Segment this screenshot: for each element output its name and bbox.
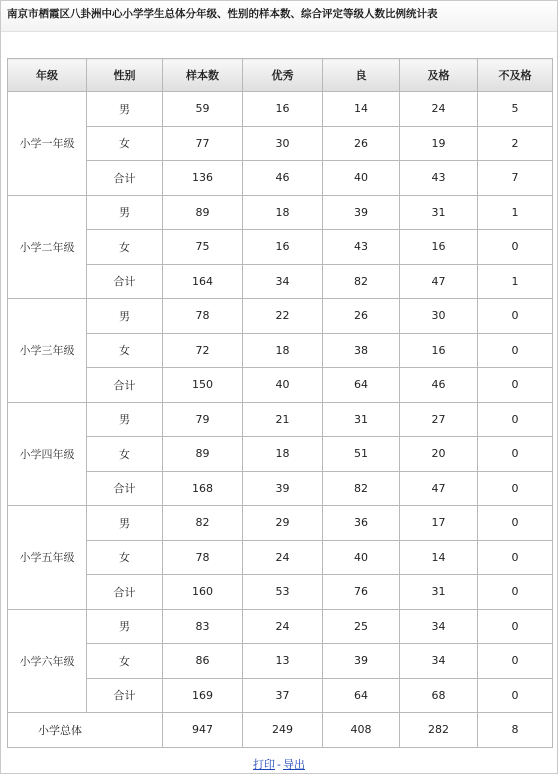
fail-cell: 0 [478, 437, 553, 472]
footer-actions [7, 756, 551, 772]
pass-cell: 34 [400, 644, 478, 679]
sample-count-cell: 168 [163, 471, 243, 506]
excellent-cell: 16 [243, 230, 323, 265]
sample-count-cell: 82 [163, 506, 243, 541]
good-cell: 51 [323, 437, 400, 472]
sample-count-cell: 169 [163, 678, 243, 713]
table-row [8, 540, 553, 575]
fail-cell: 0 [478, 678, 553, 713]
print-link[interactable]: 打印 [253, 757, 275, 771]
fail-cell: 0 [478, 609, 553, 644]
good-cell: 38 [323, 333, 400, 368]
good-cell: 14 [323, 92, 400, 127]
gender-cell: 女 [87, 333, 163, 368]
excellent-cell: 53 [243, 575, 323, 610]
pass-cell: 47 [400, 471, 478, 506]
pass-cell: 47 [400, 264, 478, 299]
total-row [8, 713, 553, 748]
sample-count-cell: 79 [163, 402, 243, 437]
pass-cell: 19 [400, 126, 478, 161]
pass-cell: 30 [400, 299, 478, 334]
gender-cell: 合计 [87, 161, 163, 196]
sample-count-cell: 75 [163, 230, 243, 265]
fail-cell: 1 [478, 264, 553, 299]
gender-cell: 男 [87, 299, 163, 334]
fail-cell: 7 [478, 161, 553, 196]
table-row [8, 264, 553, 299]
gender-cell: 女 [87, 437, 163, 472]
header-sample-count: 样本数 [163, 59, 243, 92]
pass-cell: 27 [400, 402, 478, 437]
good-cell: 82 [323, 471, 400, 506]
table-row [8, 437, 553, 472]
table-row [8, 126, 553, 161]
total-excellent-cell: 249 [243, 713, 323, 748]
total-label-cell: 小学总体 [8, 713, 163, 748]
table-container [1, 32, 557, 772]
fail-cell: 1 [478, 195, 553, 230]
table-row [8, 195, 553, 230]
sample-count-cell: 72 [163, 333, 243, 368]
excellent-cell: 24 [243, 609, 323, 644]
table-body [8, 92, 553, 748]
gender-cell: 男 [87, 506, 163, 541]
fail-cell: 2 [478, 126, 553, 161]
header-fail: 不及格 [478, 59, 553, 92]
good-cell: 64 [323, 678, 400, 713]
fail-cell: 0 [478, 540, 553, 575]
grade-cell: 小学六年级 [8, 609, 87, 713]
gender-cell: 男 [87, 402, 163, 437]
excellent-cell: 22 [243, 299, 323, 334]
gender-cell: 男 [87, 92, 163, 127]
gender-cell: 男 [87, 195, 163, 230]
good-cell: 82 [323, 264, 400, 299]
sample-count-cell: 89 [163, 437, 243, 472]
excellent-cell: 46 [243, 161, 323, 196]
sample-count-cell: 86 [163, 644, 243, 679]
good-cell: 39 [323, 644, 400, 679]
table-row [8, 230, 553, 265]
gender-cell: 合计 [87, 678, 163, 713]
sample-count-cell: 160 [163, 575, 243, 610]
pass-cell: 16 [400, 333, 478, 368]
excellent-cell: 24 [243, 540, 323, 575]
good-cell: 64 [323, 368, 400, 403]
gender-cell: 合计 [87, 575, 163, 610]
sample-count-cell: 136 [163, 161, 243, 196]
grade-cell: 小学三年级 [8, 299, 87, 403]
fail-cell: 0 [478, 644, 553, 679]
grade-cell: 小学一年级 [8, 92, 87, 196]
gender-cell: 合计 [87, 471, 163, 506]
pass-cell: 24 [400, 92, 478, 127]
fail-cell: 0 [478, 333, 553, 368]
gender-cell: 女 [87, 230, 163, 265]
gender-cell: 合计 [87, 264, 163, 299]
gender-cell: 合计 [87, 368, 163, 403]
pass-cell: 17 [400, 506, 478, 541]
excellent-cell: 40 [243, 368, 323, 403]
excellent-cell: 37 [243, 678, 323, 713]
gender-cell: 女 [87, 540, 163, 575]
pass-cell: 46 [400, 368, 478, 403]
table-row [8, 609, 553, 644]
header-good: 良 [323, 59, 400, 92]
good-cell: 43 [323, 230, 400, 265]
header-gender: 性别 [87, 59, 163, 92]
table-row [8, 678, 553, 713]
sample-count-cell: 77 [163, 126, 243, 161]
good-cell: 36 [323, 506, 400, 541]
gender-cell: 男 [87, 609, 163, 644]
sample-count-cell: 83 [163, 609, 243, 644]
statistics-table [7, 58, 553, 748]
pass-cell: 68 [400, 678, 478, 713]
good-cell: 25 [323, 609, 400, 644]
excellent-cell: 13 [243, 644, 323, 679]
table-row [8, 644, 553, 679]
good-cell: 31 [323, 402, 400, 437]
fail-cell: 0 [478, 575, 553, 610]
pass-cell: 14 [400, 540, 478, 575]
page-title: 南京市栖霞区八卦洲中心小学学生总体分年级、性别的样本数、综合评定等级人数比例统计表 [1, 1, 557, 32]
grade-cell: 小学二年级 [8, 195, 87, 299]
sample-count-cell: 164 [163, 264, 243, 299]
excellent-cell: 16 [243, 92, 323, 127]
table-row [8, 575, 553, 610]
excellent-cell: 30 [243, 126, 323, 161]
fail-cell: 0 [478, 402, 553, 437]
table-row [8, 161, 553, 196]
export-link[interactable]: 导出 [282, 757, 305, 771]
fail-cell: 5 [478, 92, 553, 127]
total-fail-cell: 8 [478, 713, 553, 748]
header-excellent: 优秀 [243, 59, 323, 92]
header-row [8, 59, 553, 92]
good-cell: 26 [323, 299, 400, 334]
grade-cell: 小学四年级 [8, 402, 87, 506]
pass-cell: 34 [400, 609, 478, 644]
pass-cell: 20 [400, 437, 478, 472]
good-cell: 76 [323, 575, 400, 610]
table-row [8, 402, 553, 437]
excellent-cell: 18 [243, 195, 323, 230]
excellent-cell: 39 [243, 471, 323, 506]
fail-cell: 0 [478, 230, 553, 265]
grade-cell: 小学五年级 [8, 506, 87, 610]
pass-cell: 31 [400, 195, 478, 230]
table-row [8, 368, 553, 403]
excellent-cell: 18 [243, 333, 323, 368]
sample-count-cell: 150 [163, 368, 243, 403]
fail-cell: 0 [478, 299, 553, 334]
good-cell: 40 [323, 540, 400, 575]
header-grade: 年级 [8, 59, 87, 92]
pass-cell: 16 [400, 230, 478, 265]
link-separator: - [277, 757, 281, 771]
table-row [8, 92, 553, 127]
gender-cell: 女 [87, 644, 163, 679]
fail-cell: 0 [478, 471, 553, 506]
total-pass-cell: 282 [400, 713, 478, 748]
sample-count-cell: 59 [163, 92, 243, 127]
table-row [8, 471, 553, 506]
good-cell: 40 [323, 161, 400, 196]
good-cell: 39 [323, 195, 400, 230]
pass-cell: 43 [400, 161, 478, 196]
excellent-cell: 34 [243, 264, 323, 299]
total-good-cell: 408 [323, 713, 400, 748]
table-row [8, 299, 553, 334]
excellent-cell: 29 [243, 506, 323, 541]
excellent-cell: 21 [243, 402, 323, 437]
gender-cell: 女 [87, 126, 163, 161]
pass-cell: 31 [400, 575, 478, 610]
fail-cell: 0 [478, 506, 553, 541]
sample-count-cell: 78 [163, 540, 243, 575]
good-cell: 26 [323, 126, 400, 161]
fail-cell: 0 [478, 368, 553, 403]
table-row [8, 506, 553, 541]
sample-count-cell: 78 [163, 299, 243, 334]
table-row [8, 333, 553, 368]
excellent-cell: 18 [243, 437, 323, 472]
sample-count-cell: 89 [163, 195, 243, 230]
total-sample-count-cell: 947 [163, 713, 243, 748]
header-pass: 及格 [400, 59, 478, 92]
